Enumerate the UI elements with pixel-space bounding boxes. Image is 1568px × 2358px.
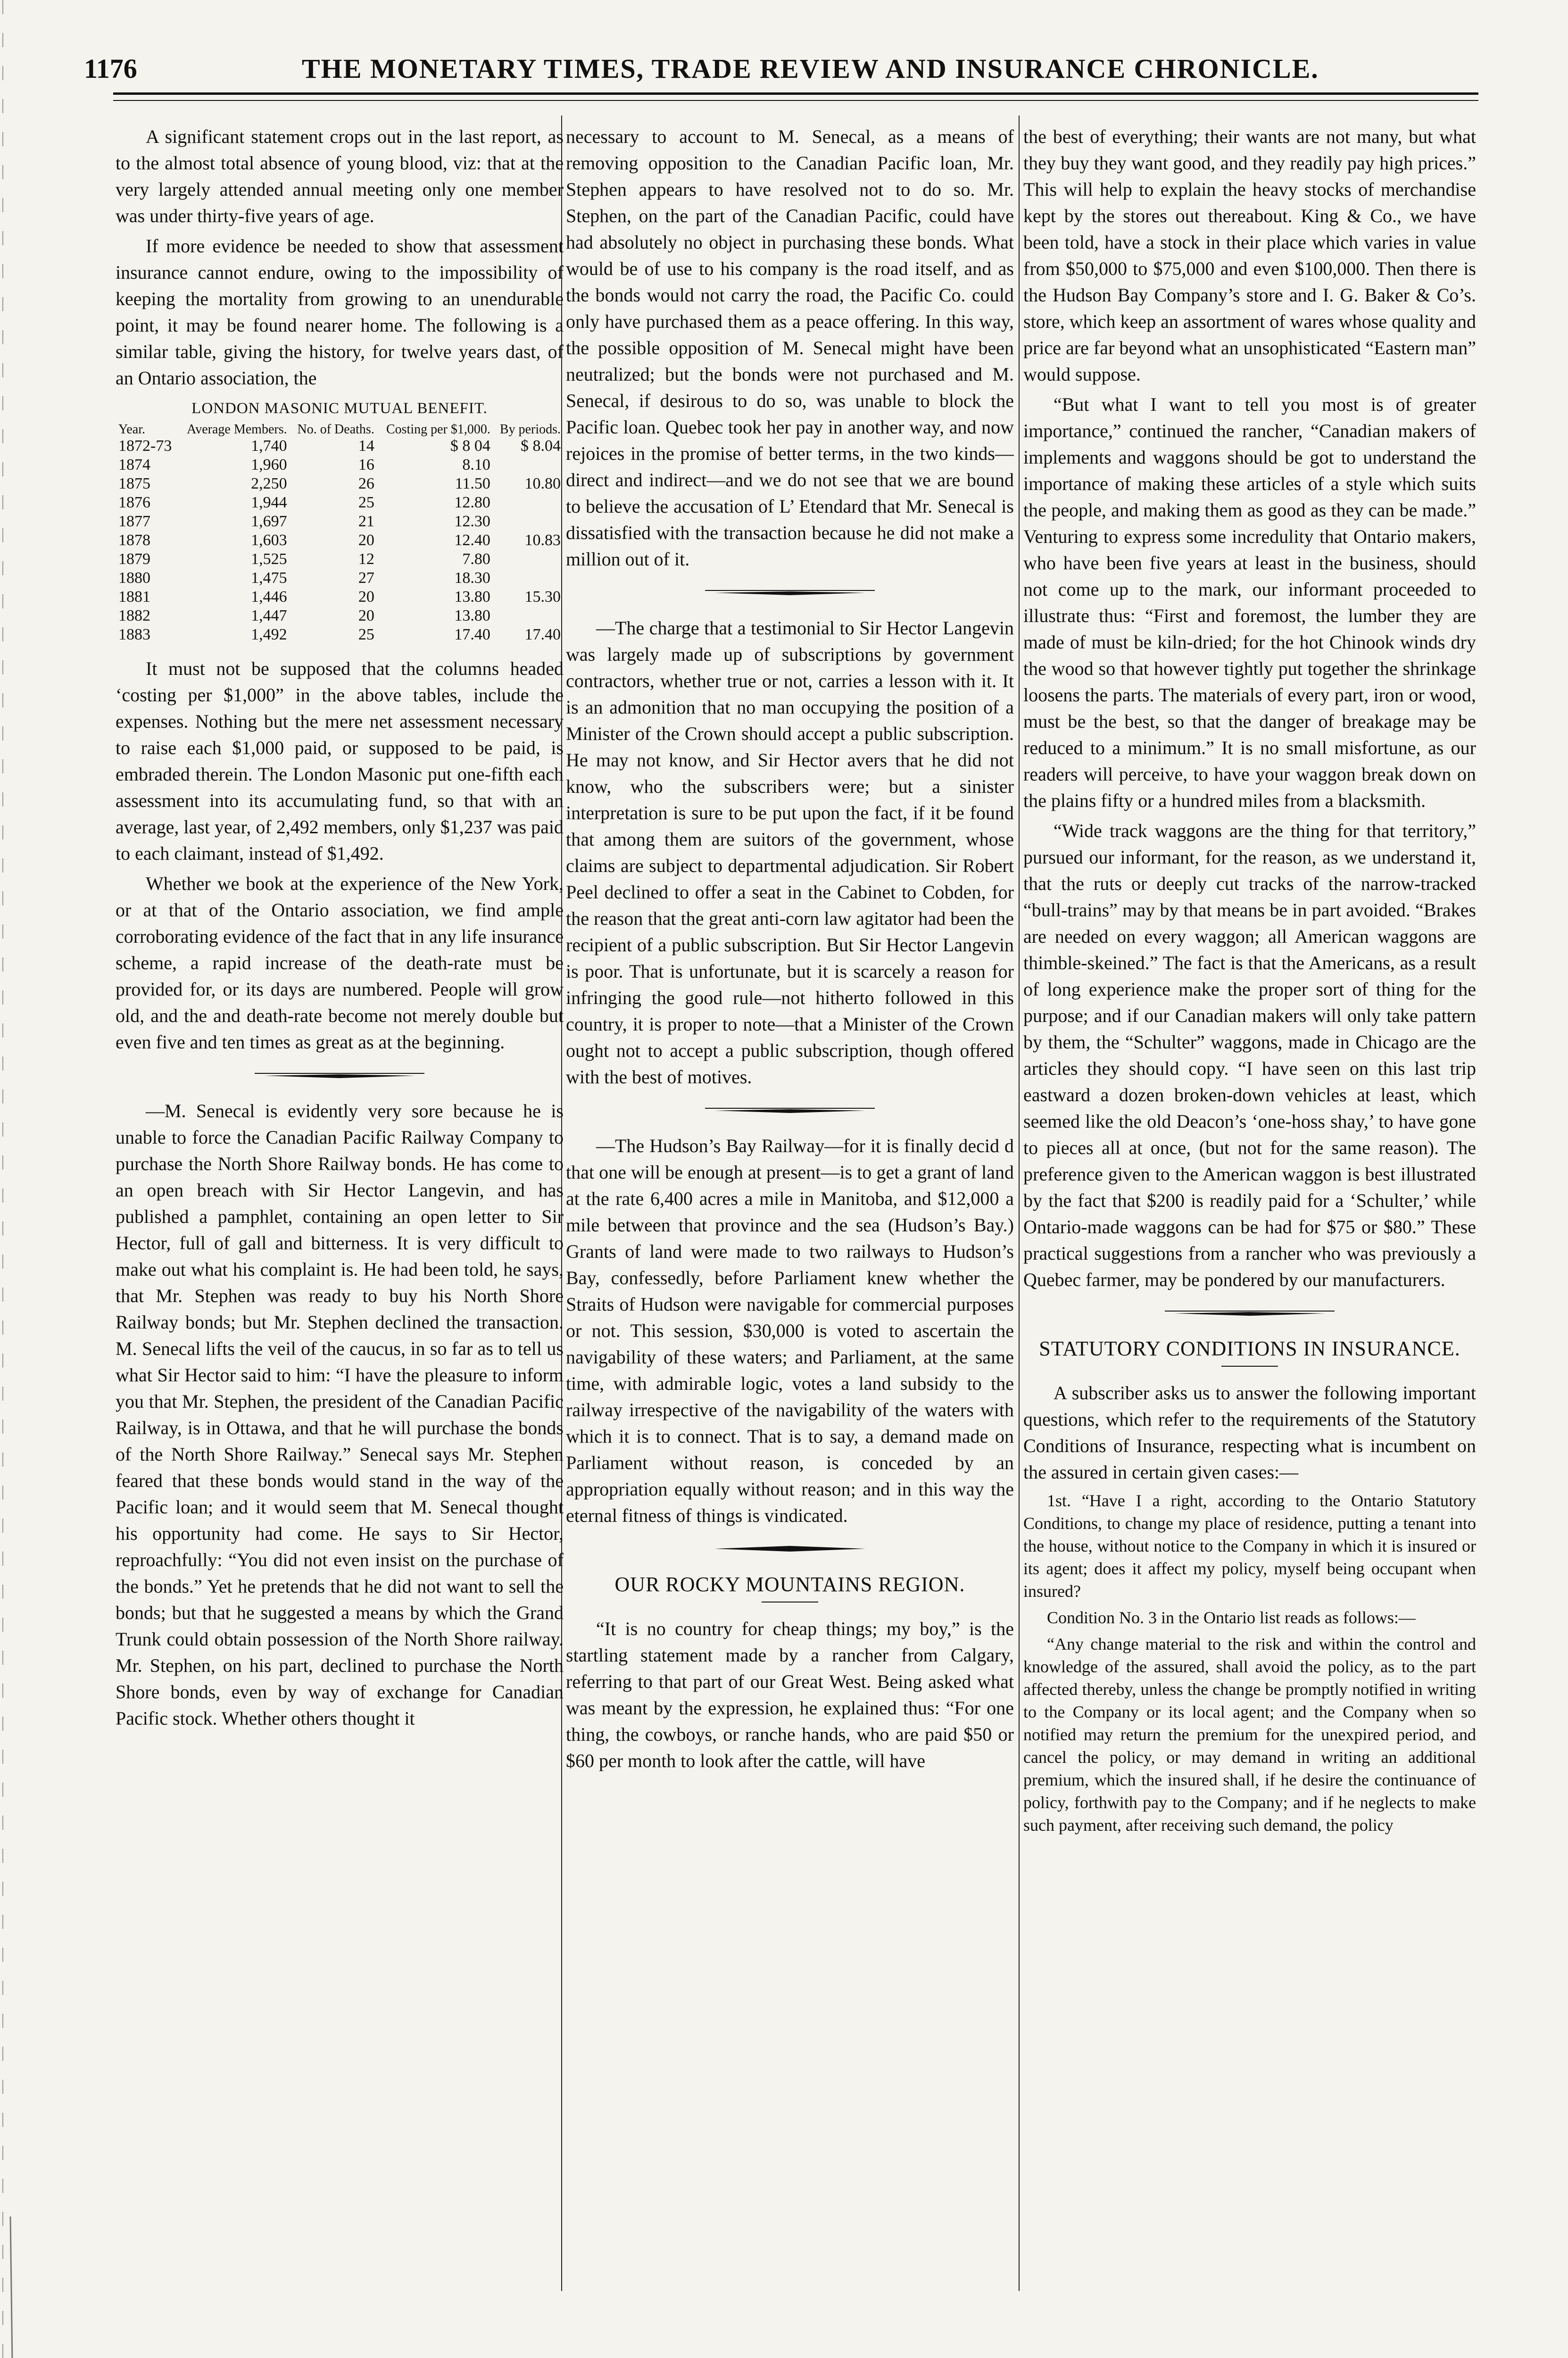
column-1: [116, 124, 564, 2291]
table-row: [116, 512, 564, 531]
table-header-cell: Average Members.: [187, 422, 287, 437]
table-cell: 20: [358, 588, 374, 606]
table-cell: [493, 569, 564, 588]
article-paragraph: “It is no country for cheap things; my boy,” is the startling statement made by a rancher from Calgary, referring to that part of our Great West. Being asked what was meant by the expression, he explained thus: “For one thing, the cowboys, or ranche hands, who are paid $50 or $60 per month to look after the cattle, will have: [566, 1618, 1014, 1771]
article-paragraph: If more evidence be needed to show that assessment insurance cannot endure, owing to the impossibility of keeping the mortality from growing to an unendurable point, it may be found nearer home. The following is a similar table, giving the history, for twelve years dast, of an Ontario association, the: [116, 235, 564, 389]
article-paragraph: 1st. “Have I a right, according to the Ontario Statutory Conditions, to change my place of residence, putting a tenant into the house, without notice to the Company in which it is insured or its agent; does it affect my policy, myself being occupant when insured?: [1023, 1491, 1476, 1601]
table-cell: 12.80: [454, 494, 490, 511]
table-cell: 8.10: [462, 456, 490, 473]
table-cell: 1875: [118, 475, 150, 492]
table-cell: 13.80: [454, 588, 490, 606]
table-row: [116, 625, 564, 644]
table-cell: 14: [358, 437, 374, 455]
header-rule-thin: [113, 100, 1478, 101]
table-cell: 25: [358, 626, 374, 643]
table-cell: 10.80: [524, 475, 561, 492]
article-paragraph: Condition No. 3 in the Ontario list reads as follows:—: [1047, 1608, 1416, 1627]
table-header-cell: By periods.: [499, 422, 561, 437]
table-cell: 1877: [118, 513, 150, 530]
table-cell: 1,944: [251, 494, 287, 511]
table-cell: [493, 550, 564, 569]
table-cell: $ 8.04: [521, 437, 561, 455]
table-cell: 1880: [118, 569, 150, 587]
table-cell: 1,475: [251, 569, 287, 587]
table-cell: 2,250: [251, 475, 287, 492]
table-row: [116, 493, 564, 512]
section-divider: [255, 1071, 424, 1079]
article-paragraph: Whether we book at the experience of the New York, or at that of the Ontario association, we find ample corroborating evidence of the fact that in any life insurance scheme, a rapid increase of the death-rate must be provided for, or its days are numbered. People will grow old, and the and death-rate become not merely double but even five and ten times as great as at the beginning.: [116, 873, 564, 1053]
table-cell: 12.40: [454, 531, 490, 549]
binding-edge-marks: [0, 0, 28, 2358]
table-row: [116, 437, 564, 456]
table-cell: 25: [358, 494, 374, 511]
article-paragraph: It must not be supposed that the columns headed ‘costing per $1,000” in the above tables, include the expenses. Nothing but the mere net assessment necessary to raise each $1,000 paid, or supposed to be paid, is embraded therein. The London Masonic put one-fifth each assessment into its accumulating fund, so that with an average, last year, of 2,492 members, only $1,237 was paid to each claimant, instead of $1,492.: [116, 658, 564, 864]
section-title: STATUTORY CONDITIONS IN INSURANCE.: [1039, 1337, 1460, 1360]
table-cell: 26: [358, 475, 374, 492]
table-cell: 1882: [118, 607, 150, 624]
section-divider: [1165, 1309, 1335, 1317]
table-cell: 1872-73: [118, 437, 172, 455]
section-divider: [705, 1106, 875, 1114]
table-cell: $ 8 04: [450, 437, 490, 455]
table-header-row: [116, 423, 564, 437]
table-cell: 20: [358, 607, 374, 624]
page-number: 1176: [84, 53, 137, 84]
table-cell: 27: [358, 569, 374, 587]
table-row: [116, 588, 564, 606]
table-cell: 1874: [118, 456, 150, 473]
table-cell: 1,603: [251, 531, 287, 549]
article-paragraph: the best of everything; their wants are not many, but what they buy they want good, and they readily pay high prices.” This will help to explain the heavy stocks of merchandise kept by the stores out thereabout. King & Co., we have been told, have a stock in their place which varies in value from $50,000 to $75,000 and even $100,000. Then there is the Hudson Bay Company’s store and I. G. Baker & Co’s. store, which keep an assortment of wares whose quality and price are far beyond what an unsophisticated “Eastern man” would suppose.: [1023, 126, 1476, 385]
table-header-cell: Year.: [118, 422, 146, 437]
article-paragraph: —The Hudson’s Bay Railway—for it is finally decid d that one will be enough at present—is to get a grant of land at the rate 6,400 acres a mile in Manitoba, and $12,000 a mile between that province and the sea (Hudson’s Bay.) Grants of land were made to two railways to Hudson’s Bay, confessedly, before Parliament knew whether the Straits of Hudson were navigable for commercial purposes or not. This session, $30,000 is voted to ascertain the navigability of these waters; and Parliament, at the same time, with admirable logic, votes a land subsidy to the railway irrespective of the navigability of the waters with which it is to connect. That is to say, a demand made on Parliament without reason, is conceded by an appropriation equally without reason; and in this way the eternal fitness of things is vindicated.: [566, 1135, 1014, 1526]
table-cell: 1,525: [251, 550, 287, 568]
column-3: [1023, 124, 1476, 2291]
table-cell: 15.30: [524, 588, 561, 606]
article-paragraph: —M. Senecal is evidently very sore because he is unable to force the Canadian Pacific Railway Company to purchase the North Shore Railway bonds. He has come to an open breach with Sir Hector Langevin, and has published a pamphlet, containing an open letter to Sir Hector, full of gall and bitterness. It is very difficult to make out what his complaint is. He had been told, he says, that Mr. Stephen was ready to buy his North Shore Railway bonds; but Mr. Stephen declined the transaction. M. Senecal lifts the veil of the caucus, in so far as to tell us what Sir Hector said to him: “I have the pleasure to inform you that Mr. Stephen, the president of the Canadian Pacific Railway, is in Ottawa, and that he will purchase the bonds of the North Shore Railway.” Senecal says Mr. Stephen feared that these bonds would stand in the way of the Pacific loan; and it would seem that M. Senecal thought his opportunity had come. He says to Sir Hector, reproachfully: “You did not even insist on the purchase of the bonds.” Yet he pretends that he did not want to sell the bonds; but that he suggested a means by which the Grand Trunk could obtain possession of the North Shore railway. Mr. Stephen, on his part, declined to purchase the North Shore bonds, even by way of exchange for Canadian Pacific stock. Whether others thought it: [116, 1100, 564, 1729]
mortality-table: [116, 423, 564, 644]
table-cell: 1,446: [251, 588, 287, 606]
table-cell: 1876: [118, 494, 150, 511]
table-row: [116, 474, 564, 493]
article-paragraph: “But what I want to tell you most is of greater importance,” continued the rancher, “Canadian makers of implements and waggons should be got to understand the importance of making these articles of a style which suits the people, and making them as good as they can be made.” Venturing to express some incredulity that Ontario makers, who have been five years at least in the business, should not come up to the mark, our informant proceeded to illustrate thus: “First and foremost, the lumber they are made of must be kiln-dried; for the hot Chinook winds dry the wood so that however tightly put together the shrinkage loosens the parts. The materials of every part, iron or wood, must be the best, so that the danger of breakage may be reduced to a minimum.” It is no small misfortune, as our readers will perceive, to have your waggon break down on the plains fifty or a hundred miles from a blacksmith.: [1023, 394, 1476, 811]
table-row: [116, 531, 564, 550]
article-paragraph: necessary to account to M. Senecal, as a means of removing opposition to the Canadian Pacific loan, Mr. Stephen appears to have resolved not to do so. Mr. Stephen, on the part of the Canadian Pacific, could have had absolutely no object in purchasing these bonds. What would be of use to his company is the road itself, and as the bonds would not carry the road, the Pacific Co. could only have purchased them as a peace offering. In this way, the possible opposition of M. Senecal might have been neutralized; but the bonds were not purchased and M. Senecal, if desirous to do so, was unable to block the Pacific loan. Quebec took her pay in another way, and now rejoices in the promise of better terms, in the two kinds—direct and indirect—and we do not see that we are bound to believe the accusation of L’ Etendard that Mr. Senecal is dissatisfied with the transaction because he did not make a million out of it.: [566, 126, 1014, 570]
table-cell: 20: [358, 531, 374, 549]
article-paragraph: “Wide track waggons are the thing for that territory,” pursued our informant, for the reason, as we understand it, that the ruts or deeply cut tracks of the narrow-tracked “bull-trains” may by that means be in part avoided. “Brakes are needed on every waggon; all American waggons are thimble-skeined.” The fact is that the Americans, as a result of long experience make the proper sort of thing for the purpose; and if our Canadian makers will only take pattern by them, the “Schulter” waggons, made in Chicago are the articles they should copy. “I have seen on this last trip eastward a dozen broken-down vehicles at least, which seemed like the old Deacon’s ‘one-hoss shay,’ to have gone to pieces all at once, (but not for the same reason). The preference given to the American waggon is best illustrated by the fact that $200 is readily paid for a ‘Schulter,’ while Ontario-made waggons can be had for $75 or $80.” These practical suggestions from a rancher who was previously a Quebec farmer, may be pondered by our manufacturers.: [1023, 820, 1476, 1290]
table-cell: 21: [358, 513, 374, 530]
table-cell: 18.30: [454, 569, 490, 587]
table-row: [116, 606, 564, 625]
table-row: [116, 550, 564, 569]
table-cell: 1,492: [251, 626, 287, 643]
table-body: [116, 437, 564, 644]
table-cell: [493, 493, 564, 512]
quoted-passage: [1023, 1489, 1476, 1836]
table-cell: 1,447: [251, 607, 287, 624]
table-cell: 10.83: [524, 531, 561, 549]
table-cell: 1883: [118, 626, 150, 643]
column-separator-2: [1019, 116, 1020, 2291]
table-cell: 1,697: [251, 513, 287, 530]
running-title: THE MONETARY TIMES, TRADE REVIEW AND INSURANCE CHRONICLE.: [302, 53, 1319, 84]
column-2: [566, 124, 1014, 2291]
table-header-cell: Costing per $1,000.: [386, 422, 490, 437]
table-cell: 7.80: [462, 550, 490, 568]
table-cell: 17.40: [454, 626, 490, 643]
title-underline: [1221, 1366, 1278, 1367]
table-cell: 13.80: [454, 607, 490, 624]
article-paragraph: A significant statement crops out in the last report, as to the almost total absence of young blood, viz: that at the very largely attended annual meeting only one member was under thirty-five years of age.: [116, 126, 564, 226]
table-cell: [493, 512, 564, 531]
table-cell: 12.30: [454, 513, 490, 530]
table-header-cell: No. of Deaths.: [297, 422, 374, 437]
table-cell: 1878: [118, 531, 150, 549]
section-divider: [705, 589, 875, 596]
section-divider: [705, 1545, 875, 1553]
table-row: [116, 456, 564, 474]
table-cell: 1,740: [251, 437, 287, 455]
table-cell: 1879: [118, 550, 150, 568]
table-cell: [493, 606, 564, 625]
table-cell: 1881: [118, 588, 150, 606]
article-paragraph: —The charge that a testimonial to Sir Hector Langevin was largely made up of subscriptions by government contractors, whether true or not, carries a lesson with it. It is an admonition that no man occupying the position of a Minister of the Crown should accept a public subscription. He may not know, and Sir Hector avers that he did not know, who the subscribers were; but a sinister interpretation is sure to be put upon the fact, if it be found that among them are suitors of the government, whose claims are subject to departmental adjudication. Sir Robert Peel declined to offer a seat in the Cabinet to Cobden, for the reason that the great anti-corn law agitator had been the recipient of a public subscription. But Sir Hector Langevin is poor. That is unfortunate, but it is scarcely a reason for infringing the good rule—not hitherto followed in this country, it is proper to note—that a Minister of the Crown ought not to accept a public subscription, though offered with the best of motives.: [566, 617, 1014, 1088]
header-rule-thick: [113, 92, 1478, 95]
section-title: OUR ROCKY MOUNTAINS REGION.: [614, 1573, 965, 1596]
table-cell: 11.50: [455, 475, 490, 492]
article-paragraph: “Any change material to the risk and within the control and knowledge of the assured, shall avoid the policy, as to the part affected thereby, unless the change be promptly notified in writing to the Company or its local agent; and the Company when so notified may return the premium for the unexpired period, and cancel the policy, or may demand in writing an additional premium, which the insured shall, if he desire the continuance of policy, forthwith pay to the Company; and if he neglects to make such payment, after receiving such demand, the policy: [1023, 1635, 1476, 1835]
table-cell: 12: [358, 550, 374, 568]
table-cell: 16: [358, 456, 374, 473]
article-paragraph: A subscriber asks us to answer the following important questions, which refer to the requirements of the Statutory Conditions of Insurance, respecting what is incumbent on the assured in certain given cases:—: [1023, 1382, 1476, 1483]
table-row: [116, 569, 564, 588]
table-cell: 1,960: [251, 456, 287, 473]
table-title: LONDON MASONIC MUTUAL BENEFIT.: [191, 400, 488, 417]
table-cell: 17.40: [524, 626, 561, 643]
table-cell: [493, 456, 564, 474]
